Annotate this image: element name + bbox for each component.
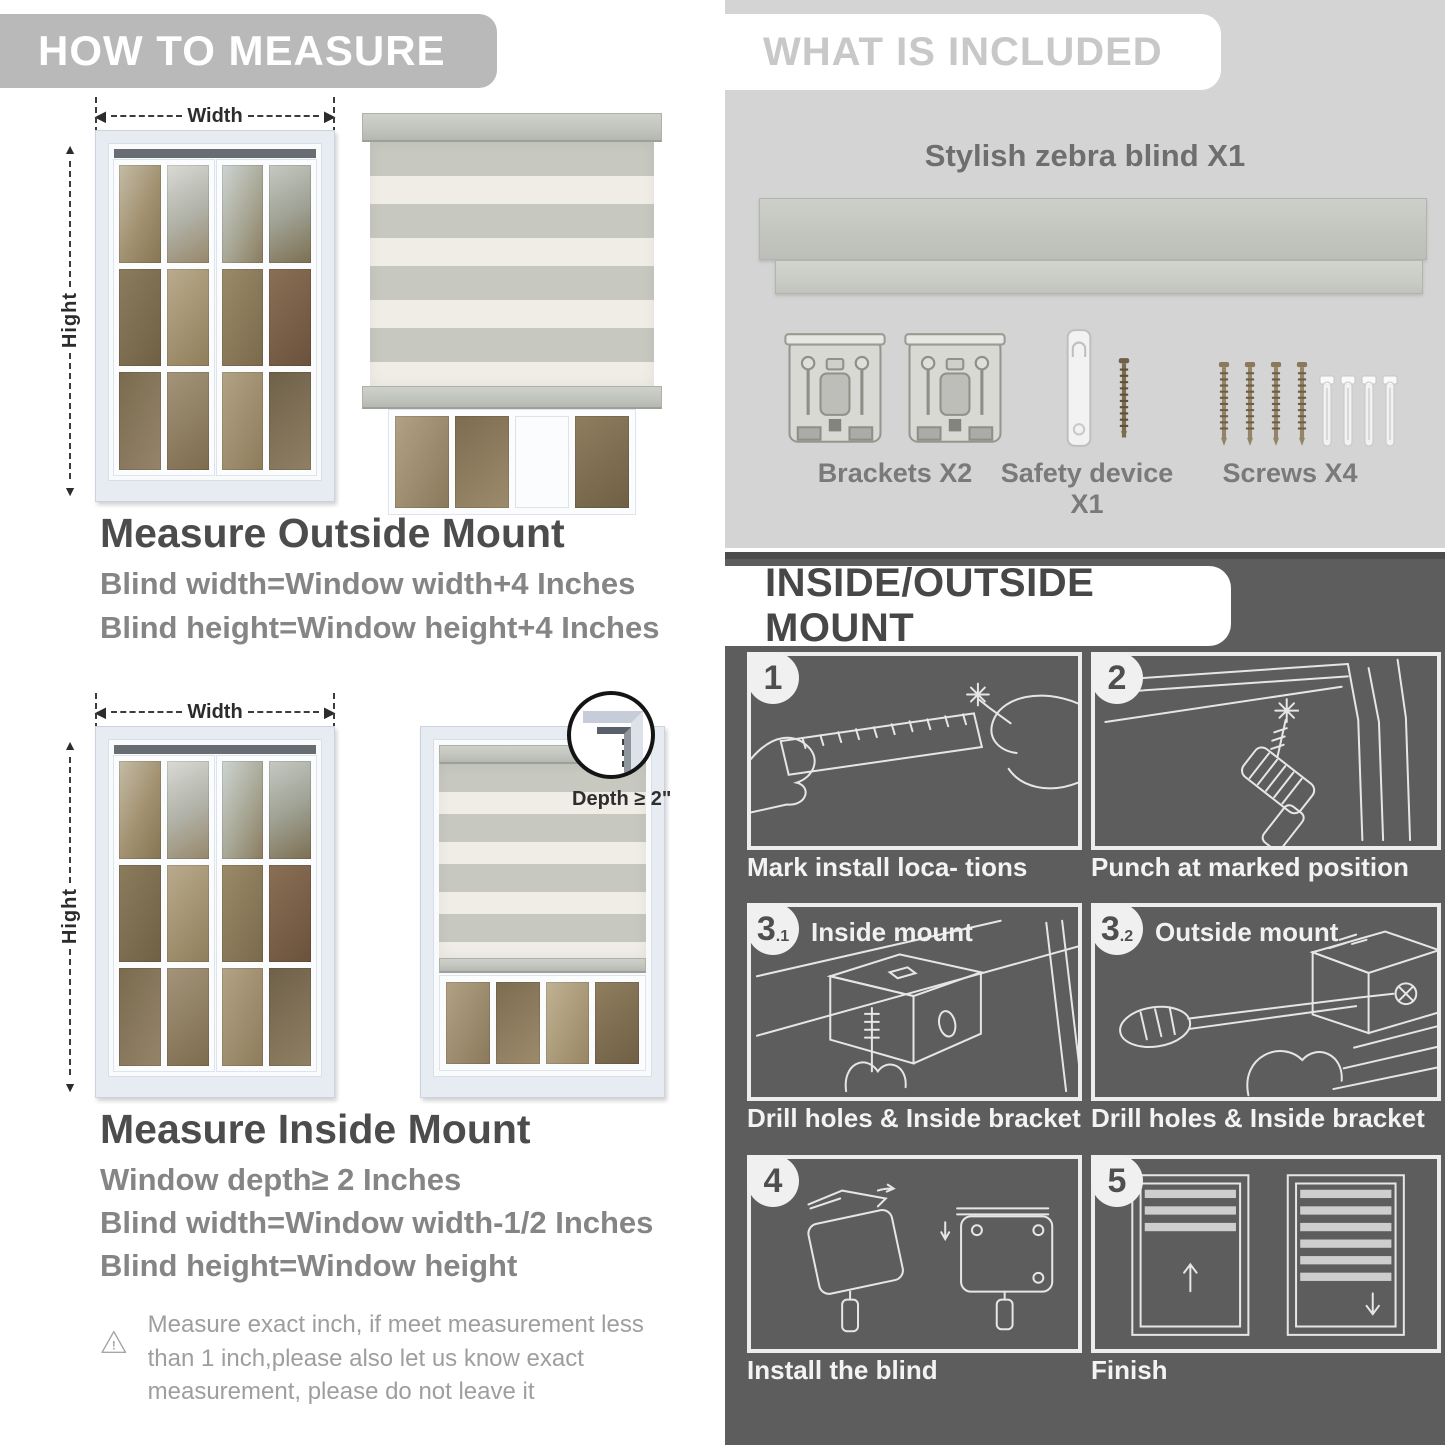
outside-mount-formula-height: Blind height=Window height+4 Inches xyxy=(100,610,660,645)
step-5-illustration xyxy=(1095,1159,1437,1349)
window-pane xyxy=(595,982,639,1064)
inside-mount-formula-width: Blind width=Window width-1/2 Inches xyxy=(100,1205,654,1240)
arrow-down-icon: ▼ xyxy=(63,483,77,499)
step-badge xyxy=(1091,1155,1143,1207)
height-label: Hight xyxy=(58,887,81,945)
window-pane xyxy=(119,865,161,963)
height-label: Hight xyxy=(58,291,81,349)
inside-mount-title: Measure Inside Mount xyxy=(100,1106,531,1152)
what-is-included-panel xyxy=(725,0,1445,548)
window-pane xyxy=(119,761,161,859)
window-pane xyxy=(119,968,161,1066)
step-4-illustration xyxy=(751,1159,1078,1349)
step-number-sub: .2 xyxy=(1119,928,1134,945)
window-sash-left xyxy=(114,756,214,1071)
anchors-group xyxy=(1319,374,1398,452)
arrow-right-icon: ▶ xyxy=(324,108,336,124)
window-top-track xyxy=(114,745,316,754)
step-number-sub: .1 xyxy=(775,928,790,945)
screw-icon xyxy=(1293,360,1311,452)
window-sash-left xyxy=(114,160,214,475)
window-pane xyxy=(446,982,490,1064)
window-pane xyxy=(269,269,311,367)
step-badge xyxy=(747,903,799,955)
window-pane xyxy=(455,416,509,508)
window-frame xyxy=(108,143,322,481)
blind-bottom-rail xyxy=(362,386,662,409)
dashed-line xyxy=(69,161,71,287)
measure-tick xyxy=(333,693,335,729)
measure-tick xyxy=(95,693,97,729)
warning-exclamation-glyph: ! xyxy=(111,1339,116,1353)
window-pane xyxy=(269,165,311,263)
warning-note xyxy=(100,1308,645,1409)
screw-icon xyxy=(1241,360,1259,452)
screw-icon xyxy=(1115,356,1133,450)
warning-triangle-icon xyxy=(100,1308,128,1376)
window-sashes xyxy=(114,160,316,475)
bracket-icon xyxy=(783,328,887,450)
window-sash-right xyxy=(217,160,317,475)
dashed-line xyxy=(69,757,71,883)
window-pane xyxy=(222,865,264,963)
window-sashes xyxy=(114,756,316,1071)
width-measure-inside xyxy=(95,700,335,724)
window-pane xyxy=(515,416,569,508)
window-fragment xyxy=(388,409,636,515)
window-pane xyxy=(546,982,590,1064)
step-number: 4 xyxy=(763,1162,783,1200)
window-pane xyxy=(395,416,449,508)
step-panel-3-1 xyxy=(747,903,1082,1101)
step-number: 2 xyxy=(1107,659,1127,697)
brackets-label: Brackets X2 xyxy=(817,458,973,488)
step-3-1-title: Inside mount xyxy=(811,917,973,947)
window-sash-right xyxy=(217,756,317,1071)
window-top-track xyxy=(114,149,316,158)
measure-tick xyxy=(333,97,335,133)
arrow-left-icon: ◀ xyxy=(95,704,106,720)
safety-device-label: Safety device X1 xyxy=(1000,458,1174,519)
dashed-line xyxy=(248,115,320,117)
step-badge xyxy=(747,652,799,704)
step-number: 3 xyxy=(756,910,776,948)
window-pane xyxy=(167,165,209,263)
inside-outside-mount-header-label: INSIDE/OUTSIDE MOUNT xyxy=(765,561,1095,650)
step-3-1-caption: Drill holes & Inside bracket xyxy=(747,1103,1081,1133)
window-pane xyxy=(167,865,209,963)
width-label: Width xyxy=(187,104,243,127)
how-to-measure-header-label: HOW TO MEASURE xyxy=(38,27,446,74)
window-pane xyxy=(496,982,540,1064)
window-pane xyxy=(222,372,264,470)
step-4-caption: Install the blind xyxy=(747,1355,938,1385)
product-label: Stylish zebra blind X1 xyxy=(924,138,1246,173)
inside-mount-formula-depth: Window depth≥ 2 Inches xyxy=(100,1162,462,1197)
step-number: 5 xyxy=(1107,1162,1127,1200)
window-corner-inner xyxy=(597,727,631,779)
window-pane xyxy=(269,865,311,963)
depth-dashed-line xyxy=(622,739,624,767)
window-illustration-inside xyxy=(95,726,335,1098)
outside-mount-title: Measure Outside Mount xyxy=(100,510,565,556)
panel-divider xyxy=(725,552,1445,559)
height-measure-inside xyxy=(56,738,84,1094)
screw-icon xyxy=(1215,360,1233,452)
window-pane xyxy=(119,165,161,263)
window-pane xyxy=(575,416,629,508)
step-panel-1 xyxy=(747,652,1082,850)
warning-text: Measure exact inch, if meet measurement less than 1 inch,please also let us know exact measurement, please do not leave it xyxy=(147,1311,644,1406)
blind-rail-product xyxy=(775,260,1423,294)
arrow-down-icon: ▼ xyxy=(63,1079,77,1095)
blind-cassette-product xyxy=(759,198,1427,260)
step-1-illustration xyxy=(751,656,1078,846)
step-panel-5 xyxy=(1091,1155,1441,1353)
step-badge xyxy=(747,1155,799,1207)
inside-outside-mount-header xyxy=(725,561,1231,650)
wall-anchor-icon xyxy=(1382,374,1398,452)
width-label: Width xyxy=(187,700,243,723)
dashed-line xyxy=(248,711,320,713)
window-fragment xyxy=(439,975,646,1071)
window-pane xyxy=(222,761,264,859)
wall-anchor-icon xyxy=(1361,374,1377,452)
window-pane xyxy=(119,269,161,367)
step-2-caption: Punch at marked position xyxy=(1091,852,1409,882)
window-pane xyxy=(269,968,311,1066)
step-3-2-caption: Drill holes & Inside bracket xyxy=(1091,1103,1425,1133)
arrow-up-icon: ▲ xyxy=(63,141,77,157)
step-number: 3 xyxy=(1100,910,1120,948)
step-badge xyxy=(1091,652,1143,704)
step-panel-4 xyxy=(747,1155,1082,1353)
mount-guide-panel xyxy=(725,552,1445,1445)
window-pane xyxy=(222,968,264,1066)
screws-label: Screws X4 xyxy=(1222,458,1358,488)
zebra-blind-illustration-outside xyxy=(362,113,662,502)
step-panel-3-2 xyxy=(1091,903,1441,1101)
measure-tick xyxy=(95,97,97,133)
step-2-illustration xyxy=(1095,656,1437,846)
width-measure-outside xyxy=(95,104,335,128)
window-pane xyxy=(269,761,311,859)
what-is-included-header xyxy=(725,14,1221,90)
what-is-included-header-label: WHAT IS INCLUDED xyxy=(763,29,1163,74)
wall-anchor-icon xyxy=(1319,374,1335,452)
how-to-measure-header xyxy=(0,14,497,88)
window-frame xyxy=(108,739,322,1077)
dashed-line xyxy=(69,353,71,479)
arrow-right-icon: ▶ xyxy=(324,704,336,720)
wall-anchor-icon xyxy=(1340,374,1356,452)
step-panel-2 xyxy=(1091,652,1441,850)
depth-magnifier-circle xyxy=(567,691,655,779)
step-badge xyxy=(1091,903,1143,955)
window-pane xyxy=(167,372,209,470)
inside-mount-formula-height: Blind height=Window height xyxy=(100,1248,518,1283)
screw-icon xyxy=(1267,360,1285,452)
step-5-caption: Finish xyxy=(1091,1355,1168,1385)
window-pane xyxy=(119,372,161,470)
depth-label: Depth ≥ 2" xyxy=(572,788,672,810)
dashed-line xyxy=(111,115,183,117)
window-pane xyxy=(167,269,209,367)
step-number: 1 xyxy=(763,659,783,697)
window-pane xyxy=(167,761,209,859)
outside-mount-formula-width: Blind width=Window width+4 Inches xyxy=(100,566,636,601)
safety-device-icon xyxy=(1059,326,1099,450)
height-measure-outside xyxy=(56,142,84,498)
blind-bottom-rail xyxy=(439,958,646,973)
blind-cassette xyxy=(362,113,662,142)
window-pane xyxy=(269,372,311,470)
arrow-up-icon: ▲ xyxy=(63,737,77,753)
step-3-2-title: Outside mount xyxy=(1155,917,1339,947)
arrow-left-icon: ◀ xyxy=(95,108,106,124)
dashed-line xyxy=(69,949,71,1075)
window-illustration-outside xyxy=(95,130,335,502)
zebra-blind-illustration-inside xyxy=(420,726,665,1098)
bracket-icon xyxy=(903,328,1007,450)
window-pane xyxy=(222,269,264,367)
step-1-caption: Mark install loca- tions xyxy=(747,852,1028,882)
window-pane xyxy=(167,968,209,1066)
window-pane xyxy=(222,165,264,263)
blind-fabric-stripes xyxy=(370,142,654,386)
dashed-line xyxy=(111,711,183,713)
screws-group xyxy=(1215,360,1311,452)
